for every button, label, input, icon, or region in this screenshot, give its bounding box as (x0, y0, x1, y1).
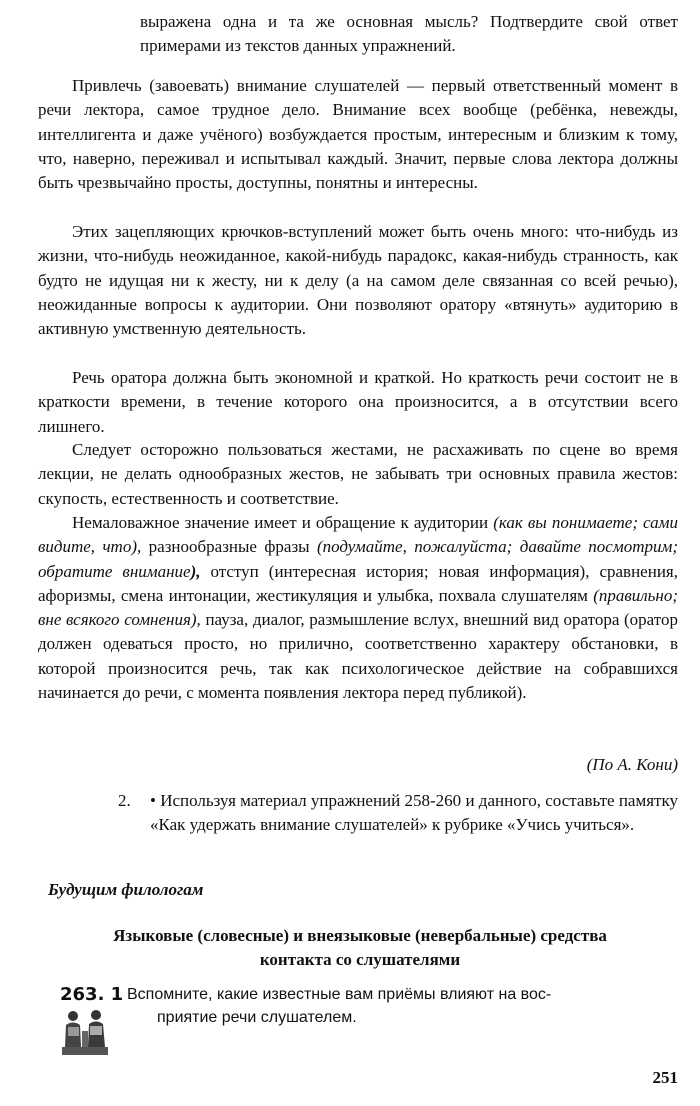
paragraph-5-italic-2: (подумайте, пожалуйста; давайте посмотрим; обратите внимание (38, 537, 678, 581)
paragraph-5-text-4: пауза, диалог, размышление вслух, внешний вид оратора (оратор должен одеваться просто, но прилично, соответственно характеру обстановки, в которой произносится речь, так как психологическое действие на собравшихся начинается до речи, с момента появления лектора перед публикой). (38, 610, 678, 703)
exercise-line-1: Вспомните, какие известные вам приёмы влияют на вос- (127, 986, 552, 1003)
paragraph-5-bold-paren: ), (190, 561, 201, 581)
page-number: 251 (652, 1068, 678, 1087)
exercise-line-2: приятие речи слушателем. (157, 1009, 357, 1026)
paragraph-5-italic-1: (как вы понимаете; сами видите, что), (38, 513, 679, 557)
task-text: • Используя материал упражнений 258-260 и данного, составьте памятку «Как удержать внимание слушателей» к рубрике «Учись учиться». (150, 791, 678, 835)
paragraph-5-text-1: Немаловажное значение имеет и обращение к аудитории (72, 513, 494, 532)
paragraph-5-text-3: отступ (интересная история; новая информация), сравнения, афоризмы, смена интонации, жестикуляция и улыбка, похвала слушателям (38, 561, 678, 605)
section-heading-line-2: контакта со слушателями (259, 950, 461, 969)
paragraph-3: Речь оратора должна быть экономной и краткой. Но краткость речи состоит не в краткости времени, в течение которого она произносится, а в отсутствии всего лишнего. (38, 368, 678, 436)
section-label: Будущим филологам (48, 880, 204, 899)
section-heading (60, 924, 660, 972)
paragraph-5-italic-3: (правильно; вне всякого сомнения), (38, 585, 678, 630)
reading-people-icon (60, 1007, 110, 1057)
exercise-text (127, 983, 567, 1029)
paragraph-4: Следует осторожно пользоваться жестами, не расхаживать по сцене во время лекции, не делать однообразных жестов, не забывать три основных правила жестов: скупость, естественность и соответствие. (38, 440, 678, 508)
task-number: 2. (118, 791, 131, 810)
attribution: (По А. Кони) (586, 755, 678, 774)
paragraph-1: Привлечь (завоевать) внимание слушателей — первый ответственный момент в речи лектора, самое трудное дело. Внимание всех вообще (ребёнка, невежды, интеллигента и даже учёного) возбуждается простым, интересным и близким к тому, что, наверно, переживал и испытывал каждый. Значит, первые слова лектора должны быть чрезвычайно просты, доступны, понятны и интересны. (38, 76, 678, 193)
section-heading-line-1: Языковые (словесные) и внеязыковые (невербальные) средства (113, 926, 607, 945)
paragraph-5-text-2: разнообразные фразы (141, 537, 317, 557)
paragraph-5 (38, 511, 678, 705)
paragraph-2: Этих зацепляющих крючков-вступлений может быть очень много: что-нибудь из жизни, что-нибудь неожиданное, какой-нибудь парадокс, какая-нибудь странность, как будто не идущая ни к жесту, ни к делу (а на самом деле связанная со всей речью), неожиданные вопросы к аудитории. Они позволяют оратору «втянуть» аудиторию в активную умственную деятельность. (38, 222, 678, 339)
task-item (118, 789, 678, 838)
top-paragraph: выражена одна и та же основная мысль? Подтвердите свой ответ примерами из текстов данных упражнений. (140, 12, 678, 56)
exercise-number: 263. 1 (60, 984, 124, 1005)
